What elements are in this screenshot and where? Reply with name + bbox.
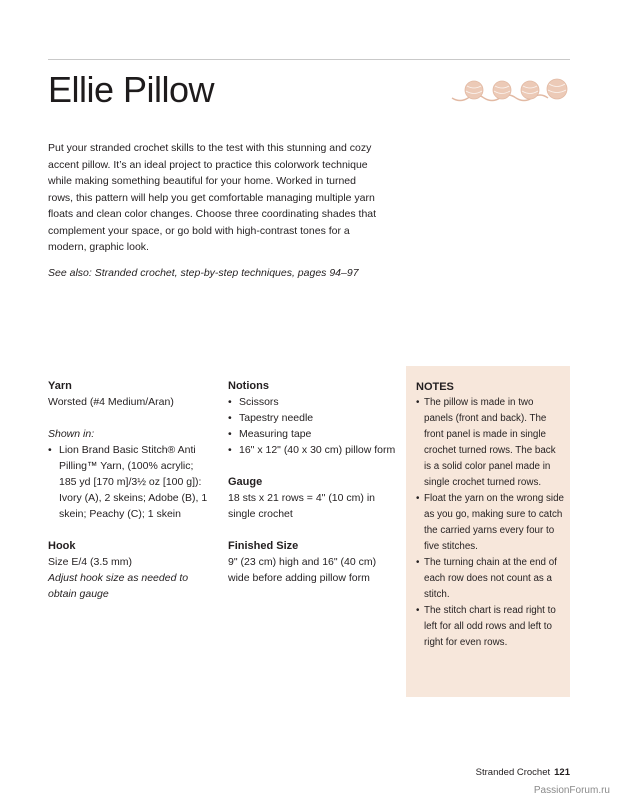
page-title: Ellie Pillow bbox=[48, 69, 215, 110]
see-also-reference: See also: Stranded crochet, step-by-step techniques, pages 94–97 bbox=[48, 267, 359, 279]
shown-in-item: • Lion Brand Basic Stitch® Anti Pilling™ Yarn, (100% acrylic; 185 yd [170 m]/3½ oz [100 g]): Ivory (A), 2 skeins; Adobe (B), 1 skein; Peachy (C); 1 skein bbox=[48, 442, 213, 522]
note-item: • Float the yarn on the wrong side as you go, making sure to catch the carried yarns every four to five stitches. bbox=[416, 491, 564, 555]
note-item: • The turning chain at the end of each row does not count as a stitch. bbox=[416, 555, 564, 603]
notes-heading: NOTES bbox=[416, 381, 454, 393]
watermark: PassionForum.ru bbox=[533, 785, 610, 796]
note-item: • The stitch chart is read right to left for all odd rows and left to right for even rows. bbox=[416, 603, 564, 651]
yarn-weight: Worsted (#4 Medium/Aran) bbox=[48, 396, 174, 408]
hook-note: Adjust hook size as needed to obtain gauge bbox=[48, 572, 189, 600]
footer-section-title: Stranded Crochet bbox=[475, 767, 551, 778]
page-footer bbox=[476, 767, 570, 779]
notion-item: • Scissors bbox=[228, 394, 398, 410]
notes-box bbox=[406, 366, 570, 697]
notes-list bbox=[416, 395, 564, 651]
notions-list bbox=[228, 394, 398, 458]
spacer bbox=[228, 458, 398, 474]
intro-paragraph bbox=[48, 140, 378, 256]
shown-in-list bbox=[48, 442, 213, 522]
finished-size-text: 9" (23 cm) high and 16" (40 cm) wide before adding pillow form bbox=[228, 556, 377, 584]
notes-content bbox=[416, 379, 564, 651]
spacer bbox=[48, 410, 213, 426]
notion-item: • 16" x 12" (40 x 30 cm) pillow form bbox=[228, 442, 398, 458]
gauge-text: 18 sts x 21 rows = 4" (10 cm) in single crochet bbox=[228, 492, 375, 520]
yarn-balls-icon bbox=[450, 76, 570, 106]
note-item: • The pillow is made in two panels (front and back). The front panel is made in single crochet turned rows. The back is a solid color panel made in single crochet turned rows. bbox=[416, 395, 564, 491]
yarn-heading: Yarn bbox=[48, 380, 72, 392]
notion-item: • Measuring tape bbox=[228, 426, 398, 442]
finished-size-heading: Finished Size bbox=[228, 540, 299, 552]
intro-text: Put your stranded crochet skills to the test with this stunning and cozy accent pillow. It’s an ideal project to practice this colorwork technique while making something beautiful for your home. Worked in turned rows, this pattern will help you get comfortable managing multiple yarn floats and clean color changes. Choose three coordinating shades that complement your space, or go bold with high-contrast tones for a modern, graphic look. bbox=[48, 142, 377, 253]
hook-size: Size E/4 (3.5 mm) bbox=[48, 556, 133, 568]
hook-heading: Hook bbox=[48, 540, 76, 552]
spacer bbox=[228, 522, 398, 538]
gauge-heading: Gauge bbox=[228, 476, 263, 488]
top-rule bbox=[48, 59, 570, 60]
spacer bbox=[48, 522, 213, 538]
yarn-hook-column bbox=[48, 378, 213, 602]
shown-in-label: Shown in: bbox=[48, 428, 95, 440]
notions-heading: Notions bbox=[228, 380, 269, 392]
notions-column bbox=[228, 378, 398, 586]
notion-item: • Tapestry needle bbox=[228, 410, 398, 426]
page-number: 121 bbox=[554, 767, 570, 778]
